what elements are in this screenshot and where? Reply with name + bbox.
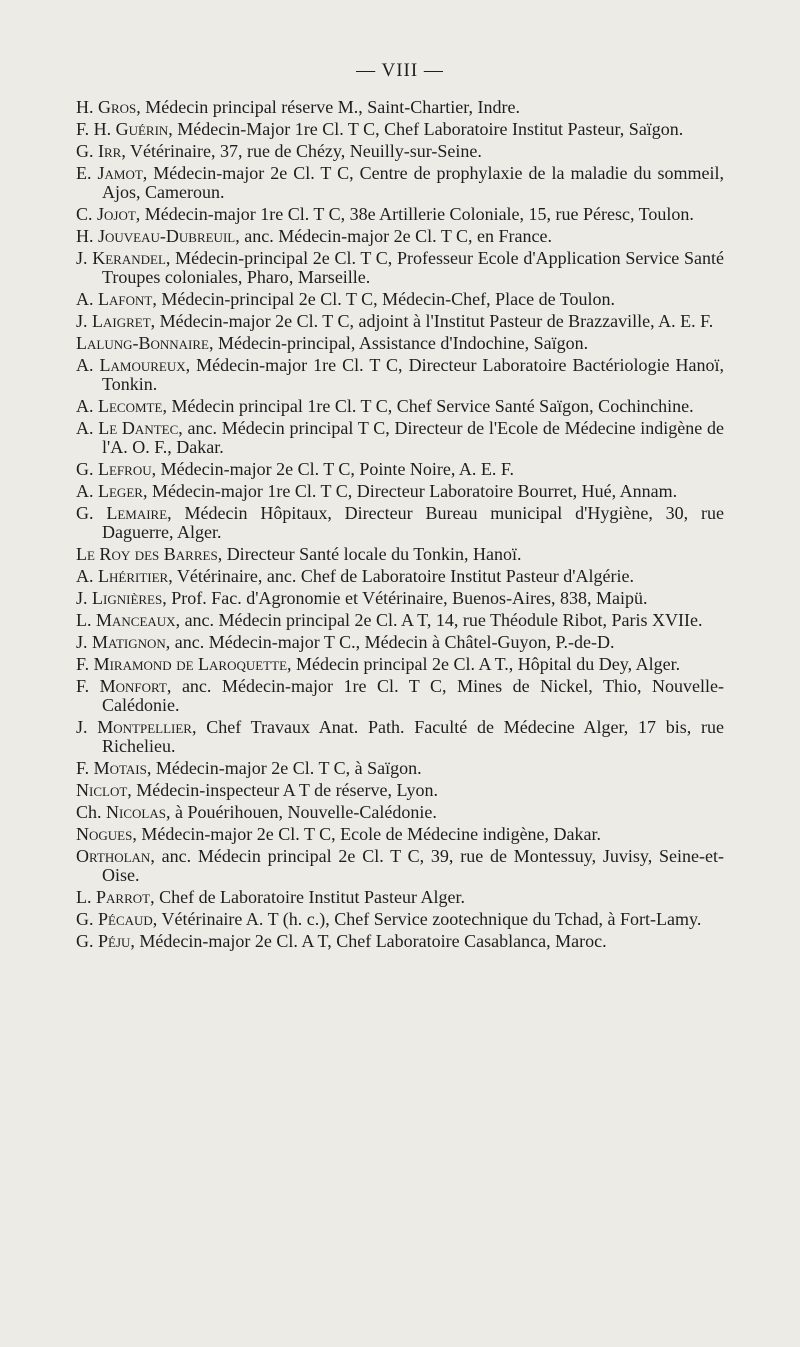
- page-number-header: — VIII —: [356, 60, 444, 81]
- entry-description: , anc. Médecin principal 2e Cl. T C, 39, rue de Montessuy, Juvisy, Seine-et-Oise.: [102, 846, 724, 885]
- list-item: [76, 803, 724, 822]
- entry-name: Le Dantec: [98, 418, 179, 438]
- entry-name: Lecomte: [98, 396, 163, 416]
- entry-description: , Chef Travaux Anat. Path. Faculté de Médecine Alger, 17 bis, rue Richelieu.: [102, 717, 724, 756]
- entry-description: , Médecin-major 2e Cl. T C, adjoint à l'Institut Pasteur de Brazzaville, A. E. F.: [150, 311, 714, 331]
- entry-initial: G.: [76, 909, 98, 929]
- entry-name: Irr: [98, 141, 122, 161]
- entry-name: Guérin: [115, 119, 169, 139]
- entry-name: Jouveau-Dubreuil: [98, 226, 236, 246]
- member-list: [76, 98, 724, 954]
- entry-description: , Médecin-inspecteur A T de réserve, Lyon.: [127, 780, 439, 800]
- entry-initial: J.: [76, 588, 93, 608]
- entry-name: Miramond de Laroquette: [93, 654, 288, 674]
- entry-description: , Médecin-major 1re Cl. T C, Directeur Laboratoire Bourret, Hué, Annam.: [142, 481, 678, 501]
- entry-initial: G.: [76, 931, 98, 951]
- entry-name: Parrot: [96, 887, 151, 907]
- entry-name: Lafont: [98, 289, 153, 309]
- entry-initial: C.: [76, 204, 98, 224]
- entry-initial: J.: [76, 632, 93, 652]
- list-item: [76, 98, 724, 117]
- entry-description: , Médecin-principal 2e Cl. T C, Professeur Ecole d'Application Service Santé Troupes coloniales, Pharo, Marseille.: [102, 248, 724, 287]
- entry-initial: A.: [76, 396, 98, 416]
- entry-name: Leger: [98, 481, 143, 501]
- entry-name: Lefrou: [98, 459, 152, 479]
- entry-initial: Ch.: [76, 802, 107, 822]
- list-item: [76, 567, 724, 586]
- entry-description: , Médecin Hôpitaux, Directeur Bureau municipal d'Hygiène, 30, rue Daguerre, Alger.: [102, 503, 724, 542]
- entry-description: , Médecin-major 2e Cl. A T, Chef Laboratoire Casablanca, Maroc.: [130, 931, 607, 951]
- entry-name: Pécaud: [98, 909, 153, 929]
- entry-name: Lhéritier: [98, 566, 169, 586]
- entry-description: , Vétérinaire, 37, rue de Chézy, Neuilly-sur-Seine.: [121, 141, 482, 161]
- list-item: [76, 718, 724, 756]
- entry-description: , Vétérinaire, anc. Chef de Laboratoire Institut Pasteur d'Algérie.: [168, 566, 634, 586]
- entry-name: Motais: [93, 758, 147, 778]
- entry-description: , anc. Médecin-major 1re Cl. T C, Mines de Nickel, Thio, Nouvelle-Calédonie.: [102, 676, 724, 715]
- list-item: [76, 249, 724, 287]
- entry-description: , Médecin-major 2e Cl. T C, Centre de prophylaxie de la maladie du sommeil, Ajos, Cameroun.: [102, 163, 724, 202]
- entry-description: , anc. Médecin principal 2e Cl. A T, 14, rue Théodule Ribot, Paris XVIIe.: [175, 610, 703, 630]
- entry-description: , Médecin-major 2e Cl. T C, Ecole de Médecine indigène, Dakar.: [132, 824, 602, 844]
- entry-initial: A.: [76, 566, 98, 586]
- entry-initial: E.: [76, 163, 98, 183]
- entry-description: , Médecin-principal 2e Cl. T C, Médecin-Chef, Place de Toulon.: [152, 289, 615, 309]
- entry-description: , Médecin-major 1re Cl. T C, 38e Artillerie Coloniale, 15, rue Péresc, Toulon.: [135, 204, 694, 224]
- list-item: [76, 825, 724, 844]
- entry-name: Lamoureux: [99, 355, 186, 375]
- entry-description: , Médecin principal 2e Cl. A T., Hôpital du Dey, Alger.: [287, 654, 681, 674]
- entry-initial: L.: [76, 887, 96, 907]
- entry-name: Nogues: [76, 824, 133, 844]
- list-item: [76, 655, 724, 674]
- entry-description: , Médecin-major 2e Cl. T C, Pointe Noire, A. E. F.: [151, 459, 514, 479]
- entry-name: Le Roy des Barres: [76, 544, 218, 564]
- list-item: [76, 460, 724, 479]
- list-item: [76, 482, 724, 501]
- entry-initial: G.: [76, 503, 107, 523]
- entry-description: , anc. Médecin-major 2e Cl. T C, en France.: [235, 226, 552, 246]
- list-item: [76, 545, 724, 564]
- entry-description: , Directeur Santé locale du Tonkin, Hanoï.: [217, 544, 522, 564]
- entry-name: Kerandel: [92, 248, 166, 268]
- entry-name: Jamot: [97, 163, 143, 183]
- entry-initial: G.: [76, 459, 98, 479]
- entry-initial: A.: [76, 481, 98, 501]
- list-item: [76, 312, 724, 331]
- entry-description: , Prof. Fac. d'Agronomie et Vétérinaire, Buenos-Aires, 838, Maipü.: [162, 588, 648, 608]
- list-item: [76, 142, 724, 161]
- entry-initial: F. H.: [76, 119, 116, 139]
- entry-description: , anc. Médecin principal T C, Directeur de l'Ecole de Médecine indigène de l'A. O. F., Dakar.: [102, 418, 725, 457]
- entry-initial: J.: [76, 248, 93, 268]
- list-item: [76, 910, 724, 929]
- list-item: [76, 397, 724, 416]
- list-item: [76, 227, 724, 246]
- entry-initial: H.: [76, 97, 98, 117]
- list-item: [76, 205, 724, 224]
- list-item: [76, 759, 724, 778]
- list-item: [76, 633, 724, 652]
- entry-description: , Médecin-major 1re Cl. T C, Directeur Laboratoire Bactériologie Hanoï, Tonkin.: [102, 355, 725, 394]
- list-item: [76, 334, 724, 353]
- entry-name: Gros: [98, 97, 137, 117]
- entry-name: Péju: [98, 931, 131, 951]
- list-item: [76, 419, 724, 457]
- entry-name: Lalung-Bonnaire: [76, 333, 209, 353]
- entry-description: , Médecin-major 2e Cl. T C, à Saïgon.: [146, 758, 422, 778]
- entry-initial: A.: [76, 289, 98, 309]
- list-item: [76, 847, 724, 885]
- entry-description: , Médecin-Major 1re Cl. T C, Chef Laboratoire Institut Pasteur, Saïgon.: [168, 119, 684, 139]
- entry-initial: F.: [76, 654, 94, 674]
- entry-name: Montpellier: [97, 717, 192, 737]
- entry-description: , Chef de Laboratoire Institut Pasteur Alger.: [150, 887, 465, 907]
- entry-description: , à Pouérihouen, Nouvelle-Calédonie.: [165, 802, 437, 822]
- entry-name: Lignières: [92, 588, 163, 608]
- list-item: [76, 356, 724, 394]
- entry-description: , Médecin principal 1re Cl. T C, Chef Service Santé Saïgon, Cochinchine.: [162, 396, 694, 416]
- entry-name: Nicolas: [106, 802, 166, 822]
- entry-initial: J.: [76, 717, 98, 737]
- entry-description: , Médecin-principal, Assistance d'Indochine, Saïgon.: [208, 333, 589, 353]
- list-item: [76, 589, 724, 608]
- entry-initial: F.: [76, 758, 94, 778]
- list-item: [76, 611, 724, 630]
- entry-initial: G.: [76, 141, 98, 161]
- entry-initial: L.: [76, 610, 96, 630]
- list-item: [76, 677, 724, 715]
- list-item: [76, 164, 724, 202]
- list-item: [76, 504, 724, 542]
- entry-initial: J.: [76, 311, 93, 331]
- list-item: [76, 781, 724, 800]
- entry-name: Lemaire: [106, 503, 168, 523]
- entry-initial: A.: [76, 355, 100, 375]
- entry-name: Niclot: [76, 780, 128, 800]
- entry-initial: A.: [76, 418, 99, 438]
- entry-name: Laigret: [92, 311, 151, 331]
- list-item: [76, 120, 724, 139]
- entry-name: Ortholan: [76, 846, 151, 866]
- entry-name: Manceaux: [96, 610, 176, 630]
- entry-name: Jojot: [97, 204, 136, 224]
- entry-description: , Médecin principal réserve M., Saint-Chartier, Indre.: [136, 97, 520, 117]
- entry-description: , Vétérinaire A. T (h. c.), Chef Service zootechnique du Tchad, à Fort-Lamy.: [152, 909, 702, 929]
- entry-name: Monfort: [99, 676, 167, 696]
- list-item: [76, 932, 724, 951]
- entry-name: Matignon: [92, 632, 166, 652]
- list-item: [76, 888, 724, 907]
- entry-description: , anc. Médecin-major T C., Médecin à Châtel-Guyon, P.-de-D.: [165, 632, 615, 652]
- entry-initial: H.: [76, 226, 98, 246]
- list-item: [76, 290, 724, 309]
- entry-initial: F.: [76, 676, 100, 696]
